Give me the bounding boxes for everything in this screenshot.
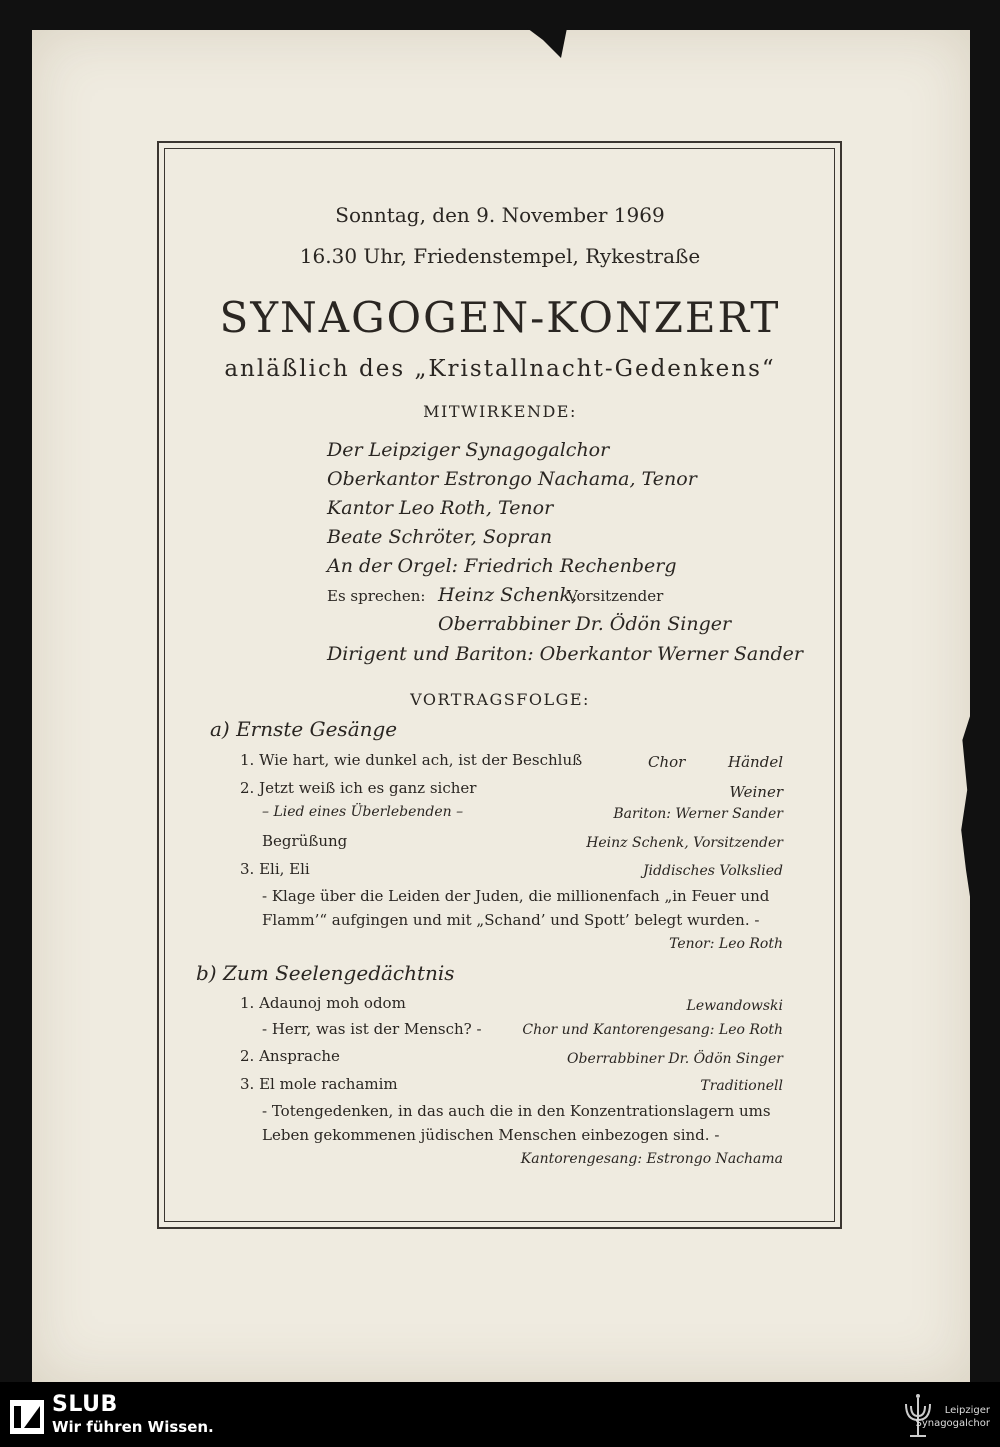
performer-line: An der Orgel: Friedrich Rechenberg bbox=[327, 555, 677, 577]
speaker-name: Heinz Schenk, bbox=[438, 584, 578, 606]
greeting-by: Heinz Schenk, Vorsitzender bbox=[586, 835, 783, 851]
program-item-subtitle: - Herr, was ist der Mensch? - bbox=[262, 1020, 482, 1038]
program-item-performer: Kantorengesang: Estrongo Nachama bbox=[520, 1151, 783, 1167]
slub-tagline: Wir führen Wissen. bbox=[52, 1418, 214, 1436]
program-heading: VORTRAGSFOLGE: bbox=[410, 690, 590, 709]
program-item-composer: Lewandowski bbox=[686, 998, 783, 1014]
partner-name bbox=[915, 1404, 990, 1430]
conductor-line: Dirigent und Bariton: Oberkantor Werner Sander bbox=[327, 643, 803, 665]
concert-subtitle: anläßlich des „Kristallnacht-Gedenkens“ bbox=[224, 356, 776, 382]
concert-title: SYNAGOGEN-KONZERT bbox=[219, 293, 781, 342]
program-item-title: 3. El mole rachamim bbox=[240, 1075, 398, 1093]
slub-name[interactable]: SLUB bbox=[52, 1392, 118, 1417]
section-title: b) Zum Seelengedächtnis bbox=[196, 961, 455, 985]
partner-name-line1: Leipziger bbox=[944, 1405, 990, 1416]
partner-name-line2: Synagogalchor bbox=[915, 1418, 990, 1429]
footer-bar bbox=[0, 1382, 1000, 1447]
program-item-description: - Totengedenken, in das auch die in den Konzentrationslagern ums bbox=[262, 1102, 771, 1120]
place-line: 16.30 Uhr, Friedenstempel, Rykestraße bbox=[299, 244, 701, 268]
paper-edge-damage bbox=[960, 710, 972, 910]
performer-line: Beate Schröter, Sopran bbox=[327, 526, 553, 548]
section-title: a) Ernste Gesänge bbox=[210, 717, 398, 741]
program-item-performer: Bariton: Werner Sander bbox=[613, 806, 783, 822]
program-item-description: Flamm’“ aufgingen und mit „Schand’ und Spott’ belegt wurden. - bbox=[262, 911, 760, 929]
program-item-performer: Tenor: Leo Roth bbox=[669, 936, 783, 952]
program-item-title: 1. Wie hart, wie dunkel ach, ist der Beschluß bbox=[240, 751, 583, 769]
performers-heading: MITWIRKENDE: bbox=[423, 402, 577, 421]
program-item-composer: Händel bbox=[728, 753, 783, 771]
program-item-title: 3. Eli, Eli bbox=[240, 860, 310, 878]
program-item-title: 2. Jetzt weiß ich es ganz sicher bbox=[240, 779, 477, 797]
speakers-label: Es sprechen: bbox=[327, 587, 426, 605]
performer-line: Der Leipziger Synagogalchor bbox=[327, 439, 610, 461]
greeting-label: Begrüßung bbox=[262, 832, 348, 850]
speaker-role: Vorsitzender bbox=[567, 587, 664, 605]
program-item-composer: Weiner bbox=[729, 783, 783, 801]
slub-logo-icon[interactable] bbox=[10, 1400, 44, 1434]
date-line: Sonntag, den 9. November 1969 bbox=[335, 203, 665, 227]
program-item-title: 2. Ansprache bbox=[240, 1047, 340, 1065]
performer-line: Oberkantor Estrongo Nachama, Tenor bbox=[327, 468, 697, 490]
program-item-description: - Klage über die Leiden der Juden, die millionenfach „in Feuer und bbox=[262, 887, 770, 905]
paper-tear bbox=[527, 28, 567, 58]
program-item-subtitle: – Lied eines Überlebenden – bbox=[262, 804, 464, 820]
program-item-performer: Chor bbox=[648, 753, 686, 771]
program-item-composer: Jiddisches Volkslied bbox=[642, 863, 783, 879]
program-item-performer: Chor und Kantorengesang: Leo Roth bbox=[522, 1022, 783, 1038]
program-item-performer: Oberrabbiner Dr. Ödön Singer bbox=[567, 1051, 783, 1067]
program-item-description: Leben gekommenen jüdischen Menschen einbezogen sind. - bbox=[262, 1126, 720, 1144]
program-item-composer: Traditionell bbox=[700, 1078, 783, 1094]
performer-line: Kantor Leo Roth, Tenor bbox=[327, 497, 554, 519]
program-item-title: 1. Adaunoj moh odom bbox=[240, 994, 406, 1012]
speaker-name: Oberrabbiner Dr. Ödön Singer bbox=[438, 613, 732, 635]
